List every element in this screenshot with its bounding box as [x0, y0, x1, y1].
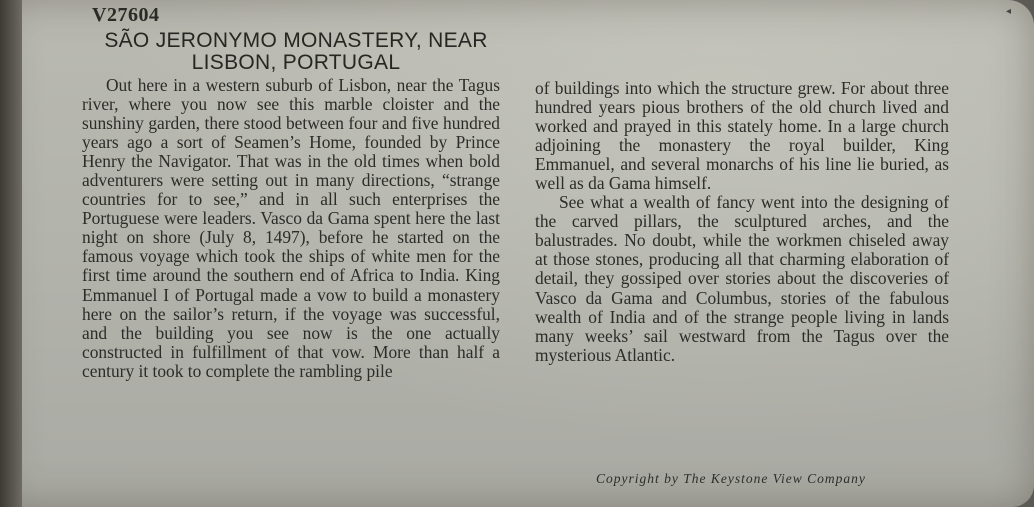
- left-text-column: [82, 76, 500, 381]
- paragraph: of buildings into which the structure grew. For about three hundred years pious brothers of the old church lived and worked and prayed in this stately home. In a large church adjoining the monastery the royal builder, King Emmanuel, and several monarchs of his line lie buried, as well as da Gama himself.: [535, 78, 949, 194]
- copyright-notice: Copyright by The Keystone View Company: [596, 471, 866, 486]
- paragraph: See what a wealth of fancy went into the designing of the carved pillars, the sculptured arches, and the balustrades. No doubt, while the workmen chiseled away at those stones, producing all that charming elaboration of detail, they gossiped over stories about the discoveries of Vasco da Gama and Columbus, stories of the fabulous wealth of India and of the strange people living in lands many weeks’ sail westward from the Tagus over the mysterious Atlantic.: [535, 192, 949, 365]
- card-title: SÃO JERONYMO MONASTERY, NEAR LISBON, PORTUGAL: [104, 29, 488, 74]
- right-text-column: [535, 79, 949, 365]
- card-edge-shadow: [0, 0, 22, 507]
- catalog-number: V27604: [92, 4, 160, 26]
- corner-mark: ◂: [1006, 6, 1012, 17]
- paragraph: Out here in a western suburb of Lisbon, near the Tagus river, where you now see this marble cloister and the sunshiny garden, there stood between four and five hundred years ago a sort of Seamen’s Home, founded by Prince Henry the Navigator. That was in the old times when bold adventurers were setting out in many directions, “strange countries for to see,” and in all such enterprises the Portuguese were leaders. Vasco da Gama spent here the last night on shore (July 8, 1497), before he started on the famous voyage which took the ships of white men for the first time around the southern end of Africa to India. King Emmanuel I of Portugal made a vow to build a monastery here on the sailor’s return, if the voyage was successful, and the building you see now is the one actually constructed in fulfillment of that vow. More than half a century it took to complete the rambling pile: [82, 75, 500, 381]
